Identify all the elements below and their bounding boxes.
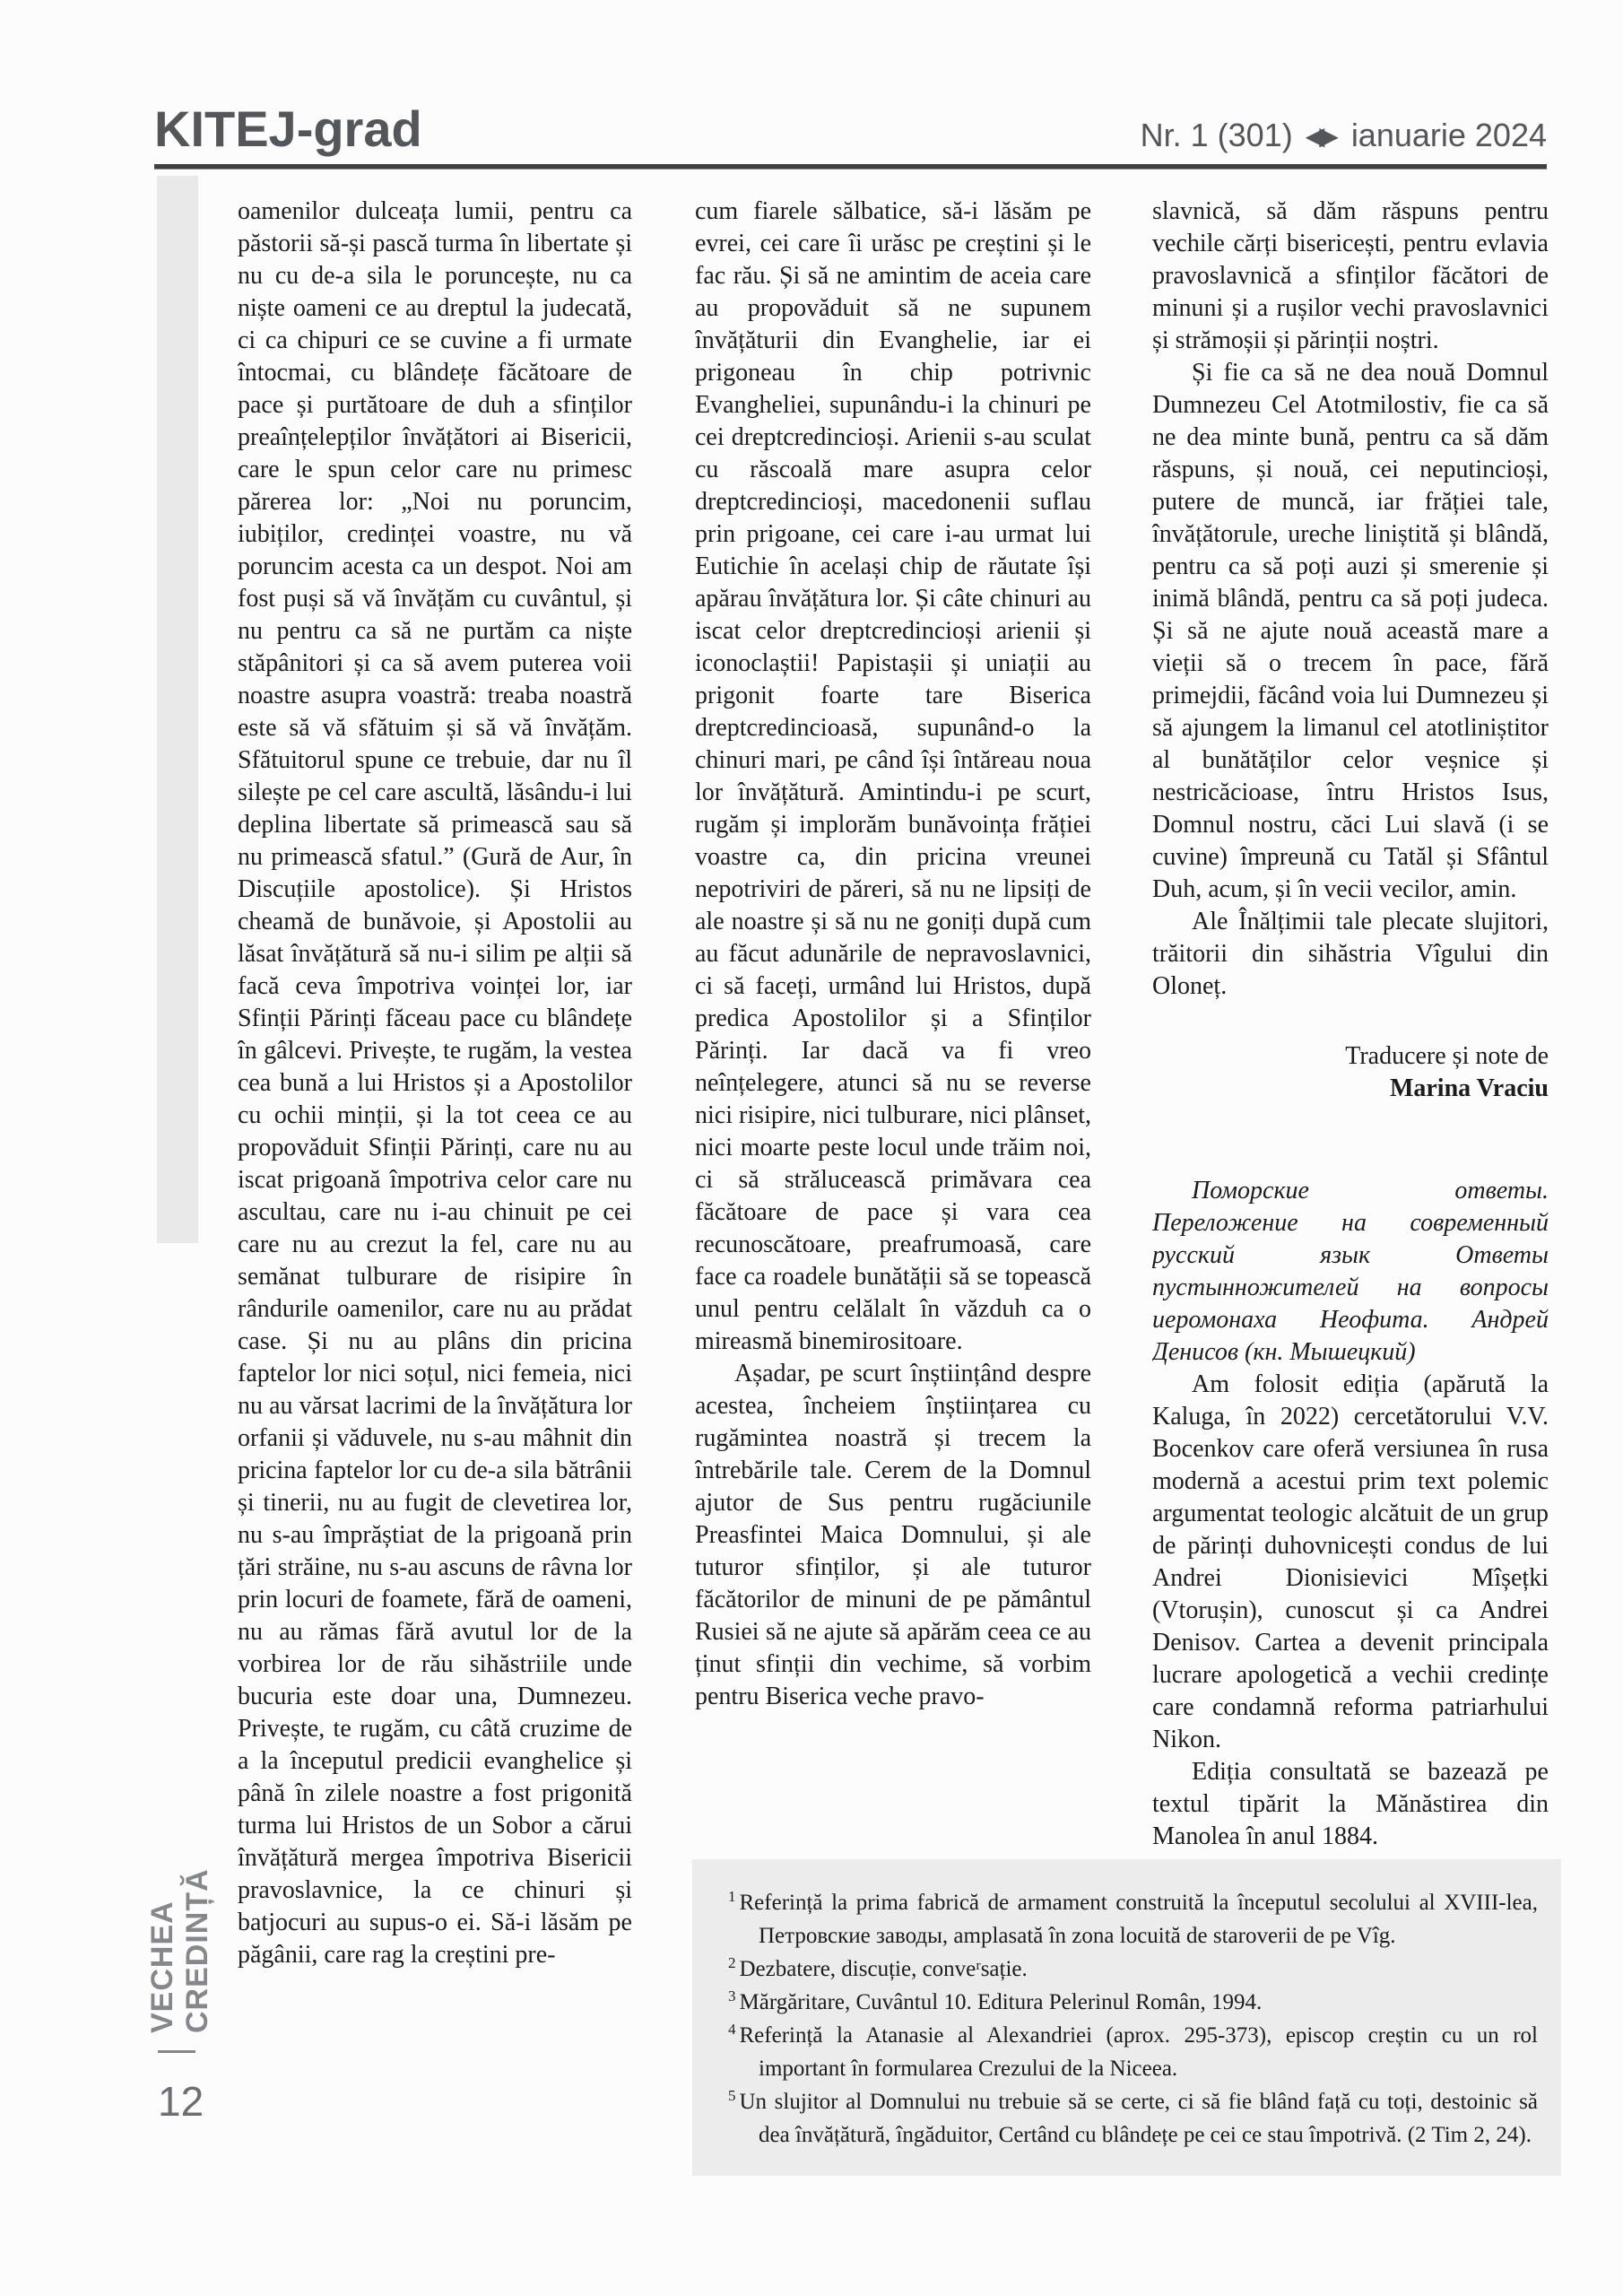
text-column-1 (238, 196, 632, 2224)
text-column-2 (695, 196, 1091, 1839)
paragraph: cum fiarele sălbatice, să-i lăsăm pe evrei, cei care îi urăsc pe creștini și le fac rău. Și să ne amintim de aceia care au propovăduit să ne supunem învățăturii din Evanghelie, iar ei prigoneau în chip potrivnic Evangheliei, supunându-i la chinuri pe cei dreptcredincioși. Arienii s-au sculat cu răscoală mare asupra celor dreptcredincioși, macedonenii suflau prin prigoane, cei care i-au urmat lui Eutichie în același chip de răutate își apărau învățătura lor. Și câte chinuri au iscat celor dreptcredincioși arienii și iconoclaștii! Papistașii și uniații au prigonit foarte tare Biserica dreptcredincioasă, supunând-o la chinuri mari, pe când își întăreau noua lor învățătură. Amintindu-i pe scurt, rugăm și implorăm bunăvoința frăției voastre ca, din pricina vreunei nepotriviri de păreri, să nu ne lipsiți de ale noastre și să nu ne goniți după cum au făcut adunările de nepravoslavnici, ci să faceți, urmând lui Hristos, după predica Apostolilor și a Sfinților Părinți. Iar dacă va fi vreo neînțelegere, atunci să nu se reverse nici risipire, nici tulburare, nici plânset, nici moarte peste locul unde trăim noi, ci să strălucească primăvara cea făcătoare de pace și vara cea recunoscătoare, preafrumoasă, care face ca roadele bunătății să se topească unul pentru celălalt în văzduh ca o mireasmă binemirositoare. (695, 197, 1091, 1355)
paragraph: Ale Înălțimii tale plecate slujitori, trăitorii din sihăstria Vîgului din Oloneț. (1152, 908, 1549, 1000)
footnote: $^4$ Referință la Atanasie al Alexandriei (aprox. 295-373), episcop creștin cu un rol important în formularea Crezului de la Niceea. (728, 2020, 1538, 2081)
issue-line (1141, 117, 1547, 154)
section-label-vertical: VECHEA CREDINȚĂ (145, 1868, 214, 2033)
magazine-title: KITEJ-grad (154, 100, 422, 157)
footnote: $^5$ Un slujitor al Domnului nu trebuie să se certe, ci să fie blând față cu toți, destoinic să dea învățătură, îngăduitor, Certând cu blândețe pe cei ce stau împotrivă. (2 Tim 2, 24). (728, 2086, 1538, 2147)
footnotes-block (692, 1859, 1561, 2176)
footnote: $^1$ Referință la prima fabrică de armament construită la începutul secolului al XVIII-lea, Петровские заводы, amplasată în zona locuită de staroverii de pe Vîg. (728, 1887, 1538, 1948)
section-divider-dash (158, 2050, 195, 2053)
footnote-number: 5 (728, 2086, 736, 2104)
paragraph: Și fie ca să ne dea nouă Domnul Dumnezeu Cel Atotmilostiv, fie ca să ne dea minte bună, pentru ca să dăm răspuns, și nouă, cei neputincioși, putere de muncă, iar frăției tale, învățătorule, ureche liniștită și blândă, pentru ca să poți auzi și smerenie și inimă blândă, pentru ca să poți judeca. Și să ne ajute nouă această mare a vieții să o trecem în pace, fără primejdii, făcând voia lui Dumnezeu și să ajungem la limanul cel atotliniștitor al bunătăților celor veșnice și nestricăcioase, întru Hristos Isus, Domnul nostru, căci Lui slavă (i se cuvine) împreună cu Tatăl și Sfântul Duh, acum, și în vecii vecilor, amin. (1152, 359, 1549, 903)
left-margin-bar (157, 176, 198, 1243)
footnote: $^2$ Dezbatere, discuție, conveʳsație. (728, 1953, 1028, 1981)
paragraph: Ediția consultată se bazează pe textul tipărit la Mănăstirea din Manolea în anul 1884. (1152, 1758, 1549, 1850)
footnote: $^3$ Mărgăritare, Cuvântul 10. Editura Pelerinul Român, 1994. (728, 1987, 1263, 2014)
header-rule (154, 164, 1547, 170)
diamond-separator-icon: ◀▶ (1305, 122, 1333, 150)
footnote-number: 2 (728, 1953, 736, 1971)
paragraph: Traducere și note de (1345, 1042, 1549, 1070)
page-number: 12 (158, 2078, 204, 2125)
footnote-number: 4 (728, 2020, 736, 2038)
page-header (154, 86, 1547, 163)
footnote-number: 1 (728, 1887, 736, 1905)
paragraph: slavnică, să dăm răspuns pentru vechile cărți bisericești, pentru evlavia pravoslavnică a sfinților făcători de minuni și a rușilor vechi pravoslavnici și strămoșii și părinții noștri. (1152, 197, 1549, 354)
paragraph: oamenilor dulceața lumii, pentru ca păstorii să-și pască turma în libertate și nu cu de-a sila le poruncește, nu ca niște oameni ce au dreptul la judecată, ci ca chipuri ce se cuvine a fi urmate întocmai, cu blândețe făcătoare de pace și purtătoare de duh a sfinților preaînțelepților învățători ai Bisericii, care le spun celor care nu primesc părerea lor: „Noi nu poruncim, iubiților, credinței voastre, nu vă poruncim acesta ca un despot. Noi am fost puși să vă învățăm cu cuvântul, și nu pentru ca să ne purtăm ca niște stăpânitori și ca să avem puterea voii noastre asupra voastră: treaba noastră este să vă sfătuim și să vă învățăm. Sfătuitorul spune ce trebuie, dar nu îl silește pe cel care ascultă, lăsându-i lui deplina libertate să primească sau să nu primească sfatul.” (Gură de Aur, în Discuțiile apostolice). Și Hristos cheamă de bunăvoie, și Apostolii au lăsat învățătură să nu-i silim pe alții să facă ceva împotriva voinței lor, iar Sfinții Părinți făceau pace cu blândețe în gâlcevi. Privește, te rugăm, la vestea cea bună a lui Hristos și a Apostolilor cu ochii minții, și la tot ceea ce au propovăduit Sfinții Părinți, care nu au iscat prigoană împotriva celor care nu ascultau, care nu i-au chinuit pe cei care nu au crezut la fel, care nu au semănat tulburare de risipire în rândurile oamenilor, care nu au prădat case. Și nu au plâns din pricina faptelor lor nici soțul, nici femeia, nici nu au vărsat lacrimi de la învățătura lor orfanii și văduvele, nu s-au mâhnit din pricina faptelor lor cu de-a sila bătrânii și tinerii, nu au fugit de clevetirea lor, nu s-au împrăștiat de la prigoană prin țări străine, nu s-au ascuns de râvna lor prin locuri de foamete, fără de oameni, nu au rămas fără avutul lor de la vorbirea lor de rău sihăstriile unde bucuria este doar una, Dumnezeu. Privește, te rugăm, cu câtă cruzime de a la începutul predicii evanghelice și până în zilele noastre a fost prigonită turma lui Hristos de un Sobor a cărui învățătură mergea împotriva Bisericii pravoslavnice, la ce chinuri și batjocuri au supus-o ei. Să-i lăsăm pe păgânii, care rag la creștini pre- (238, 197, 632, 1969)
footnote-number: 3 (728, 1987, 736, 2005)
paragraph: Am folosit ediția (apărută la Kaluga, în 2022) cercetătorului V.V. Bocenkov care oferă versiunea în rusa modernă a acestui prim text polemic argumentat teologic alcătuit de un grup de părinți duhovnicești condus de lui Andrei Dionisievici Mîșețki (Vtorușin), cunoscut și ca Andrei Denisov. Cartea a devenit principala lucrare apologetică a vechii credințe care condamnă reforma patriarhului Nikon. (1152, 1370, 1549, 1753)
paragraph: Поморские ответы. Переложение на современный русский язык Ответы пустынножителей на вопросы иеромонаха Неофита. Андрей Денисов (кн. Мышецкий) (1152, 1177, 1549, 1366)
paragraph: Așadar, pe scurt înștiințând despre acestea, încheiem înștiințarea cu rugămintea noastră și trecem la întrebările tale. Cerem de la Domnul ajutor de Sus pentru rugăciunile Preasfintei Maica Domnului, și ale tuturor sfinților, și ale tuturor făcătorilor de minuni de pe pământul Rusiei să ne ajute să apărăm ceea ce au ținut sfinții din vechime, să vorbim pentru Biserica veche pravo- (695, 1360, 1091, 1710)
paragraph: Marina Vraciu (1389, 1074, 1549, 1102)
issue-date: ianuarie 2024 (1350, 117, 1547, 153)
issue-number: Nr. 1 (301) (1140, 117, 1293, 153)
text-column-3 (1152, 196, 1549, 1857)
